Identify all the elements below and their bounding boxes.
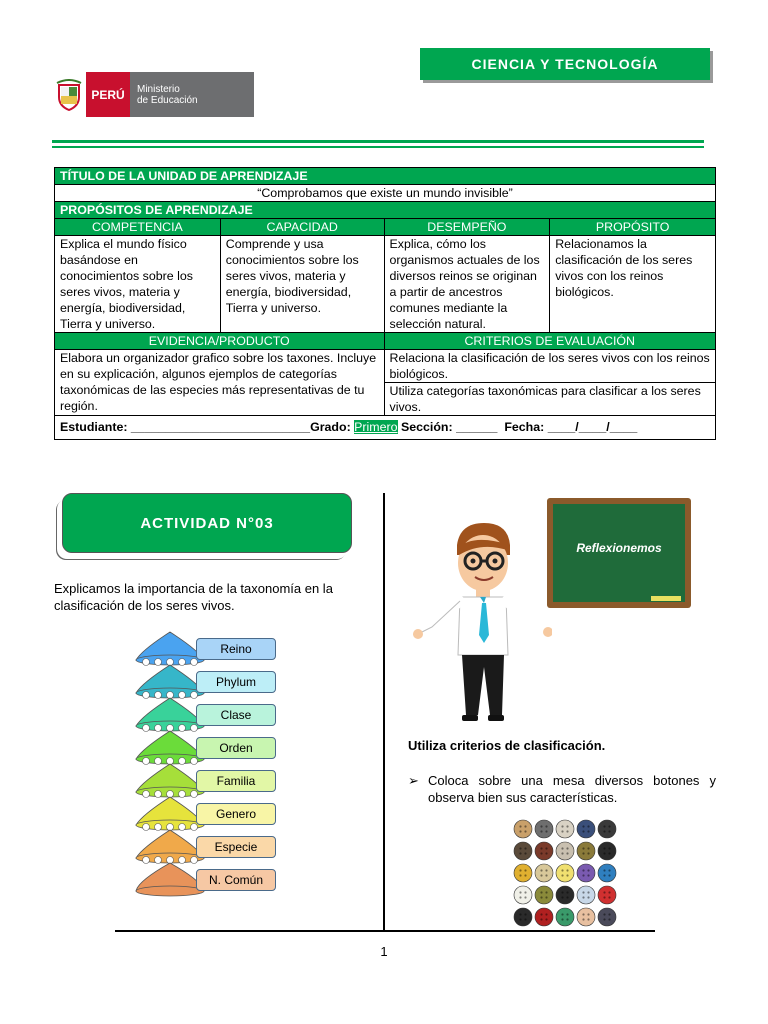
header-divider-bottom	[52, 146, 704, 148]
teacher-illustration	[412, 515, 552, 725]
button-photo-item	[514, 908, 532, 926]
button-photo-item	[556, 842, 574, 860]
cell-desempeno: Explica, cómo los organismos actuales de los diversos reinos se originan a partir de ancestros comunes mediante la selección natural.	[384, 236, 550, 333]
taxon-label: Phylum	[196, 671, 276, 693]
ministry-line1: Ministerio	[137, 83, 180, 95]
taxon-cone	[136, 863, 204, 896]
taxon-cone	[136, 665, 204, 699]
taxon-cone	[136, 764, 204, 798]
button-photo-item	[556, 908, 574, 926]
button-photo-item	[535, 842, 553, 860]
button-photo-item	[577, 842, 595, 860]
ministry-line2: de Educación	[137, 94, 198, 106]
col-competencia: COMPETENCIA	[55, 219, 221, 236]
taxon-cone	[136, 731, 204, 765]
cell-capacidad: Comprende y usa conocimientos sobre los seres vivos, materia y energía, biodiversidad, Tierra y universo.	[220, 236, 384, 333]
buttons-image	[513, 818, 619, 928]
cell-proposito: Relacionamos la clasificación de los seres vivos con los reinos biológicos.	[550, 236, 716, 333]
student-field[interactable]: Estudiante: __________________________	[60, 420, 311, 434]
activity-intro: Explicamos la importancia de la taxonomía en la clasificación de los seres vivos.	[54, 581, 333, 613]
criteria-2: Utiliza categorías taxonómicas para clasificar a los seres vivos.	[384, 383, 716, 416]
taxon-label: N. Común	[196, 869, 276, 891]
bullet-text: Coloca sobre una mesa diversos botones y observa bien sus características.	[428, 773, 716, 805]
button-photo-item	[535, 908, 553, 926]
chalkboard-surface	[553, 504, 685, 602]
learning-unit-table	[54, 167, 716, 440]
button-photo-item	[577, 886, 595, 904]
header-divider-top	[52, 140, 704, 143]
arrow-bullet-icon: ➢	[408, 773, 419, 788]
button-photo-item	[598, 864, 616, 882]
button-photo-item	[556, 864, 574, 882]
taxon-cone	[136, 698, 204, 732]
evidence-label: EVIDENCIA/PRODUCTO	[55, 333, 385, 350]
section-field[interactable]: Sección: ______	[400, 420, 498, 434]
page-number: 1	[380, 944, 388, 959]
taxon-cone	[136, 797, 204, 831]
col-capacidad: CAPACIDAD	[220, 219, 384, 236]
taxon-label: Especie	[196, 836, 276, 858]
unit-title: “Comprobamos que existe un mundo invisible”	[55, 185, 716, 202]
button-photo-item	[535, 886, 553, 904]
student-info-row	[55, 416, 716, 440]
criteria-heading: Utiliza criterios de clasificación.	[408, 738, 606, 753]
criteria-1: Relaciona la clasificación de los seres vivos con los reinos biológicos.	[384, 350, 716, 383]
button-photo-item	[577, 864, 595, 882]
unit-title-label: TÍTULO DE LA UNIDAD DE APRENDIZAJE	[55, 168, 716, 185]
button-photo-item	[577, 820, 595, 838]
taxon-cone	[136, 830, 204, 864]
country-label: PERÚ	[86, 72, 130, 117]
button-photo-item	[598, 842, 616, 860]
coat-of-arms-icon	[52, 72, 86, 117]
subject-banner: CIENCIA Y TECNOLOGÍA	[420, 48, 710, 80]
button-photo-item	[598, 908, 616, 926]
taxon-label: Genero	[196, 803, 276, 825]
chalkboard-text: Reflexionemos	[576, 541, 662, 555]
chalk-eraser-icon	[651, 596, 681, 601]
bullet-item	[408, 772, 716, 806]
button-photo-item	[514, 820, 532, 838]
ministry-logo	[52, 72, 254, 117]
bottom-divider	[115, 930, 655, 932]
button-photo-item	[514, 864, 532, 882]
button-photo-item	[577, 908, 595, 926]
column-divider	[383, 493, 385, 930]
cell-competencia: Explica el mundo físico basándose en conocimientos sobre los seres vivos, materia y energía, biodiversidad, Tierra y universo.	[55, 236, 221, 333]
evidence-text: Elabora un organizador grafico sobre los taxones. Incluye en su explicación, algunos ejemplos de categorías taxonómicas de las especies más representativas de tu región.	[55, 350, 385, 416]
chalkboard	[547, 498, 691, 608]
button-photo-item	[598, 820, 616, 838]
criteria-label: CRITERIOS DE EVALUACIÓN	[384, 333, 716, 350]
taxon-cone	[136, 632, 204, 666]
button-photo-item	[514, 886, 532, 904]
grade-value[interactable]: Primero	[354, 420, 398, 434]
button-photo-item	[598, 886, 616, 904]
taxon-label: Clase	[196, 704, 276, 726]
button-photo-item	[556, 886, 574, 904]
activity-title: ACTIVIDAD N°03	[62, 493, 352, 553]
ministry-label	[130, 72, 254, 117]
taxon-label: Reino	[196, 638, 276, 660]
button-photo-item	[535, 820, 553, 838]
grade-label: Grado:	[310, 420, 351, 434]
col-desempeno: DESEMPEÑO	[384, 219, 550, 236]
button-photo-item	[556, 820, 574, 838]
taxon-label: Orden	[196, 737, 276, 759]
purposes-label: PROPÓSITOS DE APRENDIZAJE	[55, 202, 716, 219]
button-photo-item	[535, 864, 553, 882]
taxon-label: Familia	[196, 770, 276, 792]
date-field[interactable]: Fecha: ____/____/____	[504, 420, 638, 434]
button-photo-item	[514, 842, 532, 860]
col-proposito: PROPÓSITO	[550, 219, 716, 236]
